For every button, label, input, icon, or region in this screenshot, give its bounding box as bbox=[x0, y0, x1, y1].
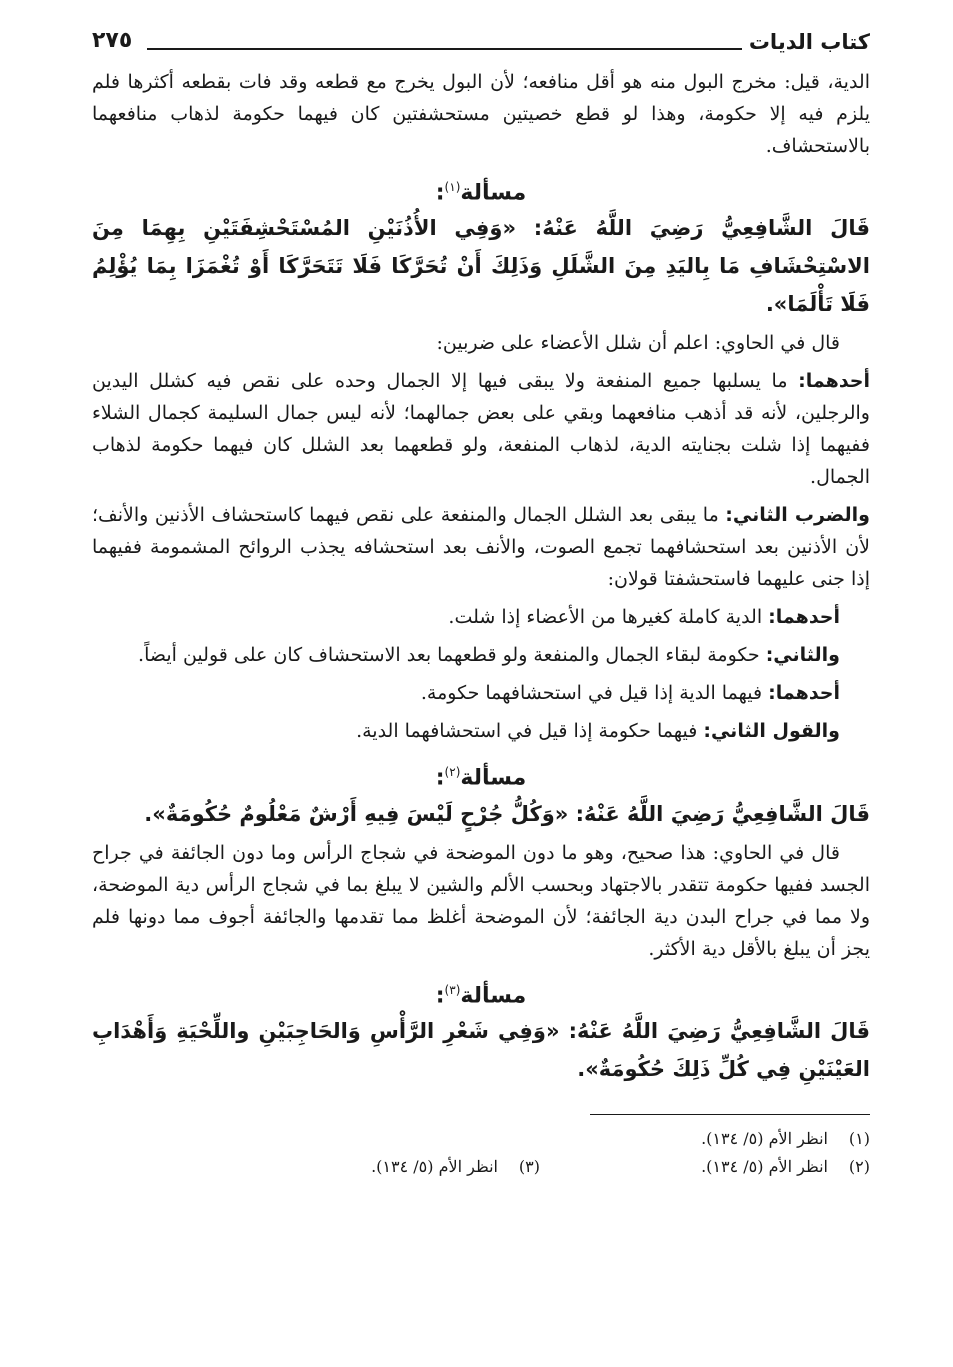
paragraph-text: الدية كاملة كغيرها من الأعضاء إذا شلت. bbox=[448, 606, 763, 629]
masala-heading-1: مسألة$^{(١)}$: bbox=[435, 180, 527, 206]
footnote-item bbox=[540, 1125, 870, 1153]
commentary-paragraph bbox=[92, 715, 870, 747]
matn-quote-3: قَالَ الشَّافِعِيُّ رَضِيَ اللَّهُ عَنْهُ: «وَفِي شَعْرِ الرَّأْسِ وَالحَاجِبَيْنِ واللِّحْيَةِ وَأَهْدَابِ العَيْنَيْنِ فِي كُلِّ ذَلِكَ حُكُومَةٌ». bbox=[92, 1018, 870, 1081]
paragraph-lead: أحدهما: bbox=[768, 606, 840, 629]
book-title: كتاب الديات bbox=[748, 30, 870, 54]
masala-heading-text: مسألة bbox=[460, 180, 527, 206]
footnote-row bbox=[92, 1153, 870, 1181]
paragraph-lead: أحدهما: bbox=[798, 370, 870, 393]
footnote-row bbox=[92, 1125, 870, 1153]
commentary-paragraph: قال في الحاوي: هذا صحيح، وهو ما دون الموضحة في شجاج الرأس وما دون الجائفة في جراح الجسد ففيها حكومة تتقدر بالاجتهاد وبحسب الألم والشين لا يبلغ بما في شجاج الرأس دية الموضحة، ولا مما في جراح البدن دية الجائفة؛ لأن الموضحة أغلظ مما تقدمها والجائفة أجوف مما دونها فلم يجز أن يبلغ بالأقل دية الأكثر. bbox=[92, 841, 870, 960]
footnote-ref: (٢) bbox=[444, 765, 461, 780]
book-page bbox=[92, 22, 870, 1181]
paragraph-lead: أحدهما: bbox=[768, 682, 840, 705]
masala-heading-text: مسألة bbox=[460, 765, 527, 791]
commentary-paragraph bbox=[92, 639, 870, 671]
header-rule bbox=[147, 48, 742, 50]
footnote-number: (٣) bbox=[518, 1156, 540, 1176]
footnote-divider bbox=[590, 1114, 870, 1115]
paragraph-text: حكومة لبقاء الجمال والمنفعة ولو قطعهما بعد الاستحشاف كان على قولين أيضاً. bbox=[138, 644, 760, 667]
masala-heading-text: مسألة bbox=[460, 982, 527, 1008]
paragraph-text: ما يبقى بعد الشلل الجمال والمنفعة على نقص فيهما كاستحشاف الأذنين والأنف؛ لأن الأذنين بعد استحشافهما تجمع الصوت، والأنف بعد استحشافه يجذب الروائح المشمومة ففيهما إذا جنى عليهما فاستحشفتا قولان: bbox=[92, 504, 870, 591]
footnote-number: (٢) bbox=[848, 1156, 870, 1176]
footnote-number: (١) bbox=[848, 1128, 870, 1148]
footnote-ref: (١) bbox=[444, 180, 461, 194]
footnotes bbox=[92, 1125, 870, 1181]
footnote-text: انظر الأم (٥/ ١٣٤). bbox=[701, 1128, 828, 1148]
paragraph-lead: والضرب الثاني: bbox=[725, 504, 870, 527]
matn-quote-1: قَالَ الشَّافِعِيُّ رَضِيَ اللَّهُ عَنْهُ: «وَفِي الأُذُنَيْنِ المُسْتَحْشِفَتَيْنِ بِهِمَا مِنَ الاسْتِحْشَافِ مَا بِاليَدِ مِنَ الشَّلَلِ وَذَلِكَ أَنْ تُحَرَّكَا فَلَا تَتَحَرَّكَا أَوْ تُغْمَزَا بِمَا يُؤْلِمُ فَلَا تَأْلَمَا». bbox=[92, 216, 870, 317]
paragraph-text: فيهما حكومة إذا قيل في استحشافهما الدية. bbox=[356, 720, 698, 743]
masala-heading-2: مسألة$^{(٢)}$: bbox=[435, 765, 527, 791]
commentary-paragraph bbox=[92, 677, 870, 709]
intro-paragraph: الدية، قيل: مخرج البول منه هو أقل منافعه؛ لأن البول يخرج مع قطعه وقد فات بقطعه أكثرها فلم يلزم فيه إلا حكومة، وهذا لو قطع خصيتين مستحشفتين كان فيهما حكومة لذهاب منافعهما بالاستحشاف. bbox=[92, 71, 870, 157]
commentary-paragraph bbox=[92, 601, 870, 633]
matn-quote-2: قَالَ الشَّافِعِيُّ رَضِيَ اللَّهُ عَنْهُ: «وَكُلُّ جُرْحٍ لَيْسَ فِيهِ أَرْشٌ مَعْلُومٌ حُكُومَةٌ». bbox=[144, 801, 870, 826]
commentary-paragraph: قال في الحاوي: اعلم أن شلل الأعضاء على ضربين: bbox=[436, 332, 840, 355]
masala-heading-3: مسألة$^{(٣)}$: bbox=[435, 982, 527, 1008]
footnote-text: انظر الأم (٥/ ١٣٤). bbox=[701, 1156, 828, 1176]
paragraph-text: ما يسلبها جميع المنفعة ولا يبقى فيها إلا الجمال وحده على نقص فيه كشلل اليدين والرجلين، لأنه قد أذهب منافعهما وبقي على بعض جمالهما؛ لأنه ليس جمال السليمة كجمال الشلاء ففيهما إذا شلت بجنايته الدية، لذهاب المنفعة، ولو قطعهما بعد الشلل كان فيهما حكومة لذهاب الجمال. bbox=[92, 370, 870, 489]
commentary-paragraph bbox=[92, 499, 870, 595]
paragraph-lead: والقول الثاني: bbox=[703, 720, 840, 743]
running-header bbox=[92, 22, 870, 66]
commentary-paragraph bbox=[92, 365, 870, 493]
footnote-item bbox=[540, 1153, 870, 1181]
page-number: ٢٧٥ bbox=[92, 28, 133, 53]
paragraph-text: فيهما الدية إذا قيل في استحشافهما حكومة. bbox=[420, 682, 763, 705]
paragraph-lead: والثاني: bbox=[765, 644, 840, 667]
footnote-text: انظر الأم (٥/ ١٣٤). bbox=[371, 1156, 498, 1176]
footnote-ref: (٣) bbox=[444, 982, 461, 997]
footnote-item bbox=[210, 1153, 540, 1181]
